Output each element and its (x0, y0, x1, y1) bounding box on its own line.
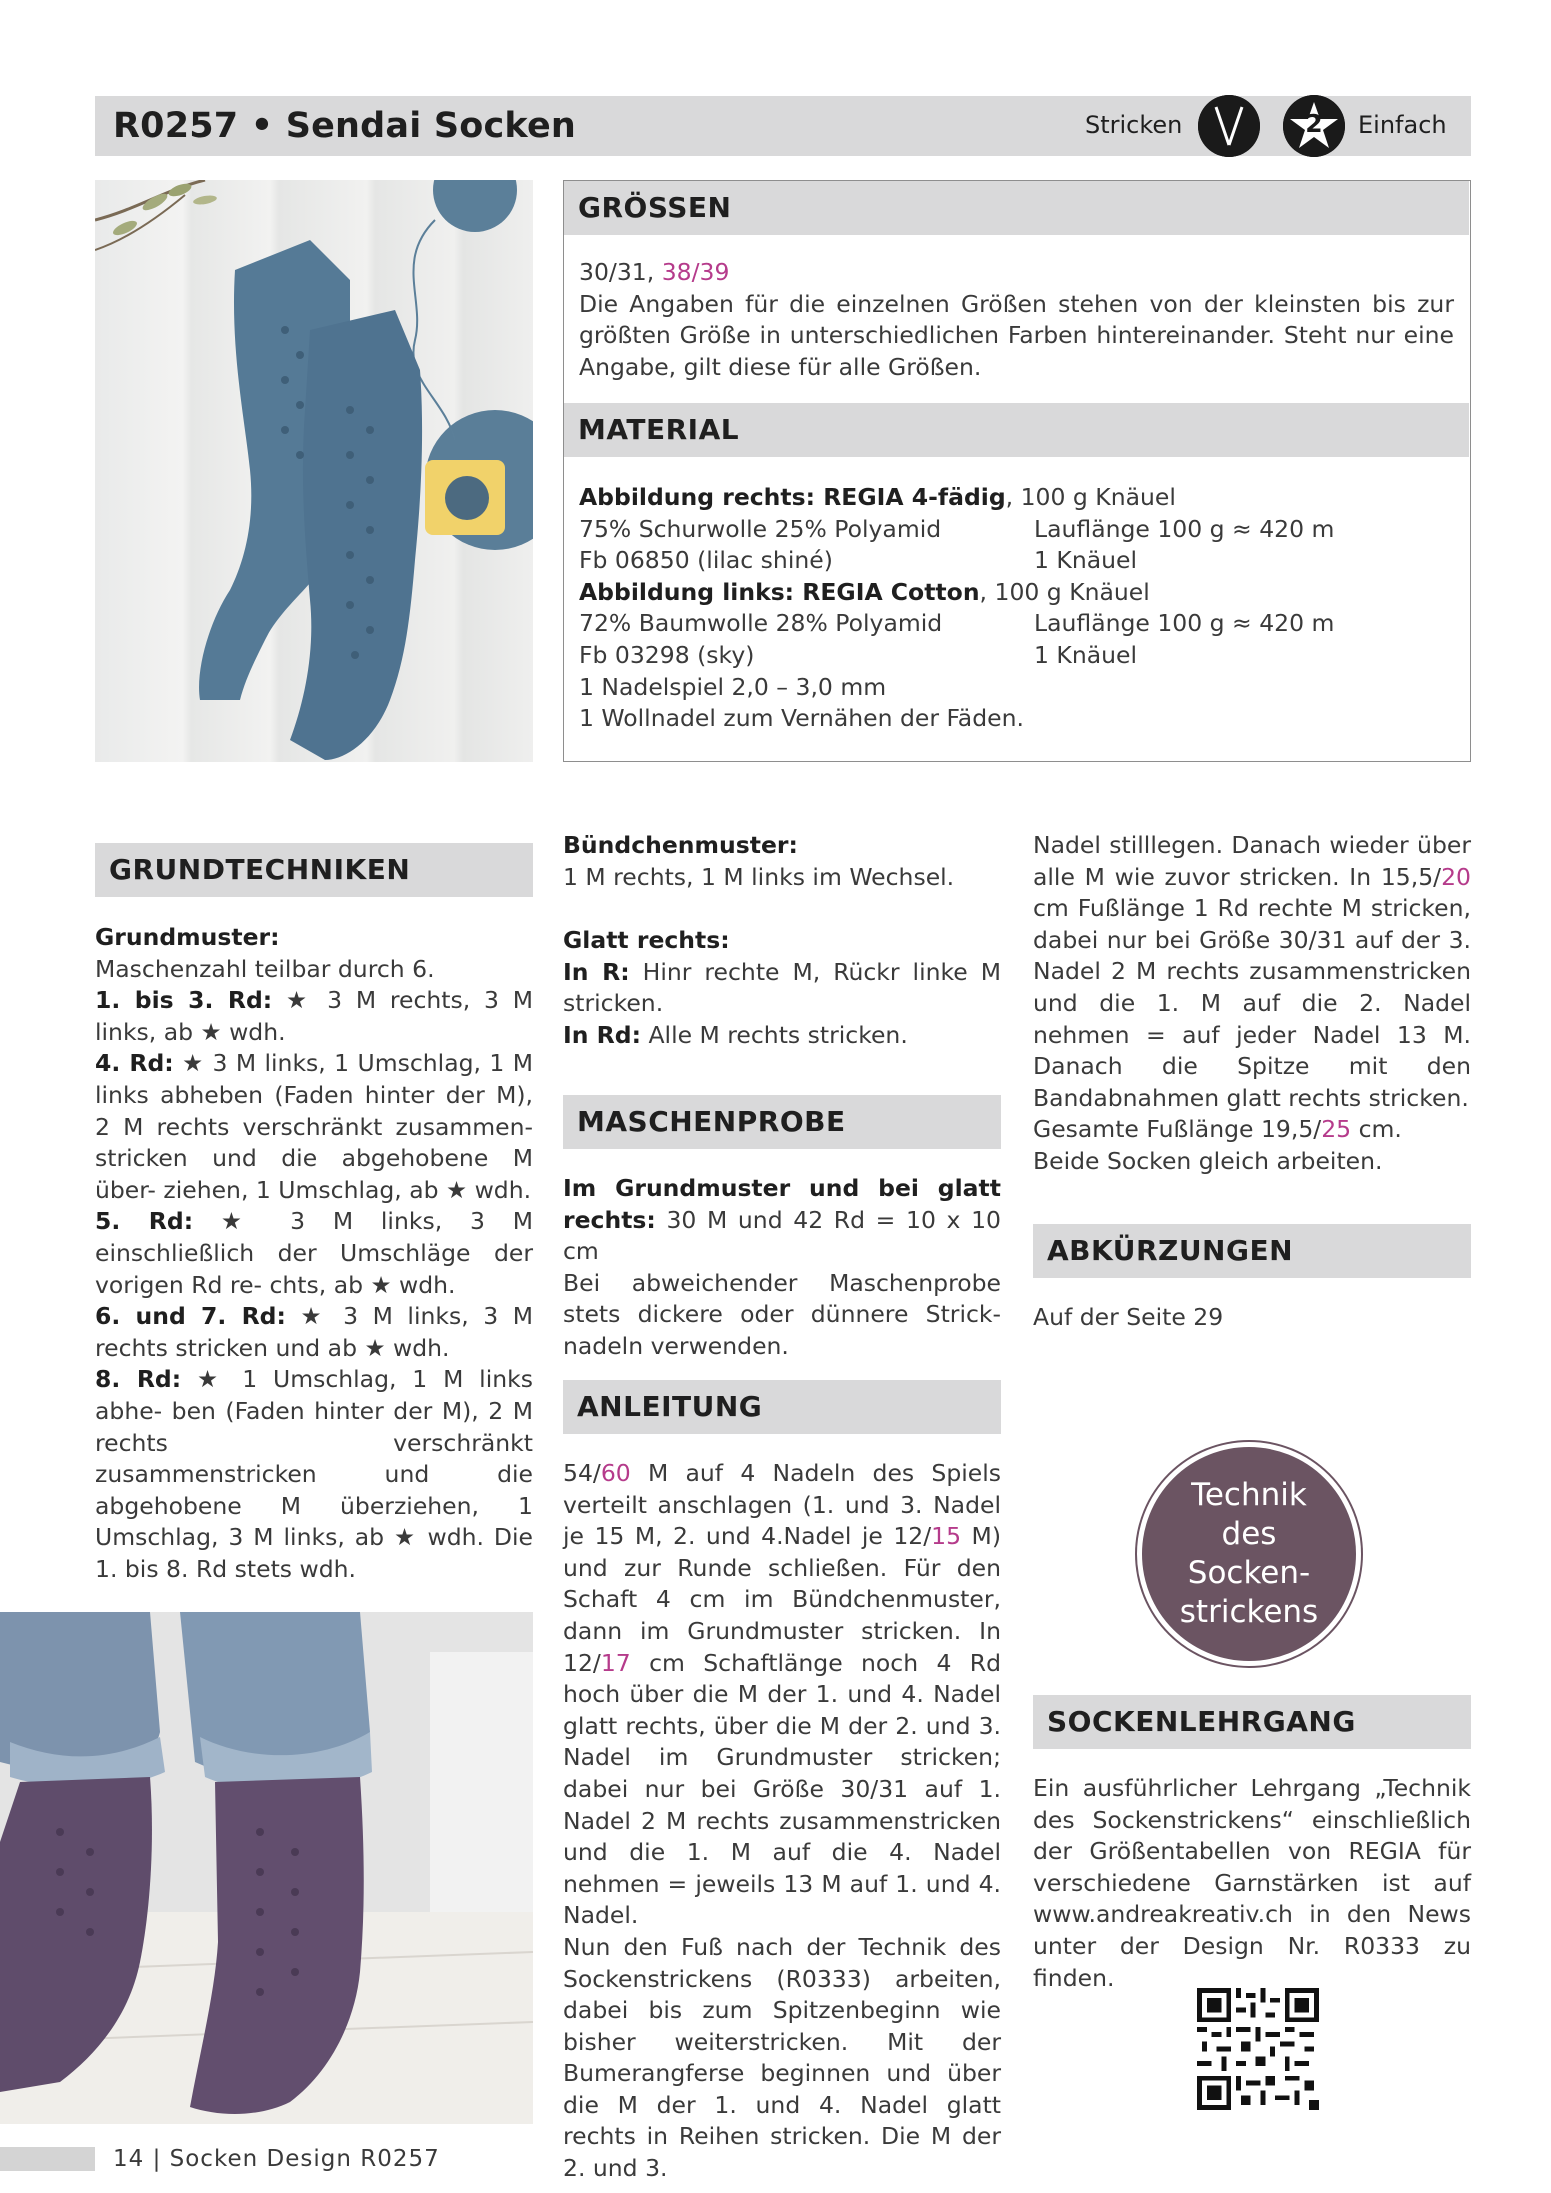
buendchen-text: 1 M rechts, 1 M links im Wechsel. (563, 862, 955, 891)
blue-socks-photo (95, 180, 533, 762)
column-2-top (563, 830, 1001, 1052)
material-right-composition: 75% Schurwolle 25% Polyamid (579, 514, 942, 543)
material-right-label: Abbildung rechts: REGIA 4-fädig (579, 483, 1006, 511)
maschenprobe-value: 30 M und 42 Rd = 10 x 10 cm (563, 1205, 1001, 1266)
anleitung-heading: ANLEITUNG (563, 1380, 1001, 1434)
anleitung-part-5: Nun den Fuß nach der Technik des Sockenstrickens (R0333) arbeiten, dabei bis zum Spitzenbeginn wie bisher weiterstricken. Mit der Bumerangferse beginnen und über die M der 1. und 4. Nadel glatt rechts in Reihen stricken. Die M der 2. und 3. (563, 1932, 1001, 2183)
round-6-label: 6. und 7. Rd: (95, 1302, 286, 1331)
size-small: 30/31, (579, 258, 655, 286)
sockenlehrgang-heading: SOCKENLEHRGANG (1033, 1695, 1471, 1749)
round-8-text: ★ 1 Umschlag, 1 M links abhe- ben (Faden hinter der M), 2 M rechts verschränkt zusammenstricken und die abgehobene M überziehen, 1 Umschlag, 3 M links, ab ★ wdh. Die 1. bis 8. Rd stets wdh. (95, 1365, 533, 1583)
sizes-heading: GRÖSSEN (564, 181, 1469, 235)
continue-part-1: Nadel stilllegen. Danach wieder über alle M wie zuvor stricken. In 15,5/ (1033, 831, 1471, 891)
qr-code-icon[interactable] (1197, 1988, 1319, 2110)
anleitung-part-4: cm Schaftlänge noch 4 Rd hoch über die M der 1. und 4. Nadel glatt rechts, über die M der 2. und 3. Nadel im Grundmuster stricken; dabei nur bei Größe 30/31 auf 1. Nadel 2 M rechts zusammenstricken und die 1. M auf die 4. Nadel nehmen = jeweils 13 M auf 1. und 4. Nadel. (563, 1648, 1001, 1930)
abkuerzungen-heading: ABKÜRZUNGEN (1033, 1224, 1471, 1278)
material-right-color: Fb 06850 (lilac shiné) (579, 546, 833, 575)
stitch-count: Maschenzahl teilbar durch 6. (95, 954, 435, 983)
footer-page-label: 14 | Socken Design R0257 (113, 2146, 440, 2172)
technique-label: Stricken (1085, 111, 1183, 139)
round-4-label: 4. Rd: (95, 1049, 174, 1078)
material-left-qty: 1 Knäuel (1034, 640, 1138, 669)
round-1-text: ★ 3 M rechts, 3 M links, ab ★ wdh. (95, 986, 533, 1046)
badge-line-4: strickens (1179, 1594, 1319, 1630)
abkuerzungen-text: Auf der Seite 29 (1033, 1303, 1224, 1331)
material-left-suffix: , 100 g Knäuel (979, 577, 1150, 606)
round-5-label: 5. Rd: (95, 1207, 194, 1236)
anleitung-part-2: M auf 4 Nadeln des Spiels verteilt anschlagen (1. und 3. Nadel je 15 M, 2. und 4.Nadel je 12/ (563, 1459, 1001, 1551)
badge-line-3: Socken- (1187, 1555, 1311, 1591)
total-length-size-25: 25 (1321, 1115, 1352, 1144)
buendchen-label: Bündchenmuster: (563, 831, 798, 859)
grundtechniken-text (95, 922, 533, 1585)
material-right-qty: 1 Knäuel (1034, 546, 1138, 575)
anleitung-size-15: 15 (931, 1522, 962, 1551)
knitting-needles-icon (1198, 95, 1260, 157)
in-r-label: In R: (563, 957, 630, 986)
round-5-text: ★ 3 M links, 3 M einschließlich der Umschläge der vorigen Rd re- chts, ab ★ wdh. (95, 1207, 533, 1299)
size-large: 38/39 (661, 258, 730, 286)
column-3-top (1033, 830, 1471, 1178)
total-length-label: Gesamte Fußlänge 19,5/ (1033, 1115, 1322, 1144)
technik-badge[interactable] (1137, 1442, 1361, 1666)
sizes-text (579, 257, 1454, 383)
anleitung-part-1: 54/ (563, 1459, 601, 1487)
material-right-length: Lauflänge 100 g ≈ 420 m (1034, 514, 1335, 543)
badge-line-1: Technik (1191, 1477, 1307, 1513)
material-left-label: Abbildung links: REGIA Cotton (579, 577, 980, 606)
maschenprobe-note: Bei abweichender Maschenprobe stets dickere oder dünnere Strick- nadeln verwenden. (563, 1268, 1001, 1360)
both-socks-note: Beide Socken gleich arbeiten. (1033, 1146, 1383, 1175)
maschenprobe-label: Im Grundmuster und bei glatt rechts: (563, 1174, 1001, 1234)
grundmuster-label: Grundmuster: (95, 923, 280, 951)
material-left-color: Fb 03298 (sky) (579, 640, 755, 669)
in-r-text: Hinr rechte M, Rückr linke M stricken. (563, 957, 1001, 1018)
material-right-suffix: , 100 g Knäuel (1005, 483, 1176, 511)
material-wool-needle: 1 Wollnadel zum Vernähen der Fäden. (579, 704, 1024, 733)
round-8-label: 8. Rd: (95, 1365, 182, 1394)
title-bar (95, 96, 1471, 156)
footer-bar (0, 2147, 95, 2171)
round-1-label: 1. bis 3. Rd: (95, 986, 273, 1015)
round-4-text: ★ 3 M links, 1 Umschlag, 1 M links abheben (Faden hinter der M), 2 M rechts verschränkt zusammen- stricken und die abgehobene M über- ziehen, 1 Umschlag, ab ★ wdh. (95, 1049, 533, 1204)
material-heading: MATERIAL (564, 403, 1469, 457)
anleitung-size-60: 60 (600, 1459, 631, 1487)
badge-line-2: des (1221, 1516, 1277, 1552)
total-length-unit: cm. (1351, 1115, 1402, 1144)
material-left-length: Lauflänge 100 g ≈ 420 m (1034, 609, 1335, 638)
purple-socks-photo (0, 1612, 533, 2124)
continue-size-20: 20 (1441, 862, 1471, 891)
anleitung-part-3: M) und zur Runde schließen. Für den Schaft 4 cm im Bündchenmuster, dann im Grundmuster stricken. In 12/ (563, 1522, 1001, 1677)
round-6-text: ★ 3 M links, 3 M rechts stricken und ab ★ wdh. (95, 1302, 533, 1362)
sockenlehrgang-text: Ein ausführlicher Lehrgang „Technik des Sockenstrickens“ einschließlich der Größentabellen von REGIA für verschiedene Garnstärken ist auf www.andreakreativ.ch in den News unter der Design Nr. R0333 zu finden. (1033, 1774, 1471, 1992)
anleitung-size-17: 17 (600, 1648, 631, 1677)
continue-part-2: cm Fußlänge 1 Rd rechte M stricken, dabei nur bei Größe 30/31 auf der 3. Nadel 2 M rechts zusammenstricken und die 1. M auf die 2. Nadel nehmen = auf jeder Nadel 13 M. Danach die Spitze mit den Bandabnahmen glatt rechts stricken. (1033, 894, 1471, 1112)
material-text (579, 482, 1454, 735)
in-rd-text: Alle M rechts stricken. (648, 1020, 908, 1049)
maschenprobe-text (563, 1173, 1001, 1363)
material-left-composition: 72% Baumwolle 28% Polyamid (579, 609, 943, 638)
glatt-rechts-label: Glatt rechts: (563, 926, 730, 955)
star-level-icon (1283, 95, 1345, 157)
sizes-description: Die Angaben für die einzelnen Größen stehen von der kleinsten bis zur größten Größe in unterschiedlichen Farben hintereinander. Steht nur eine Angabe, gilt diese für alle Größen. (579, 289, 1454, 381)
level-number: 2 (1305, 109, 1323, 138)
page-title: R0257 • Sendai Socken (113, 106, 577, 146)
maschenprobe-heading: MASCHENPROBE (563, 1095, 1001, 1149)
sizes-material-box (563, 180, 1471, 762)
material-needles: 1 Nadelspiel 2,0 – 3,0 mm (579, 672, 887, 701)
in-rd-label: In Rd: (563, 1020, 641, 1049)
grundtechniken-heading: GRUNDTECHNIKEN (95, 843, 533, 897)
anleitung-text (563, 1458, 1001, 2185)
level-label: Einfach (1358, 111, 1447, 139)
